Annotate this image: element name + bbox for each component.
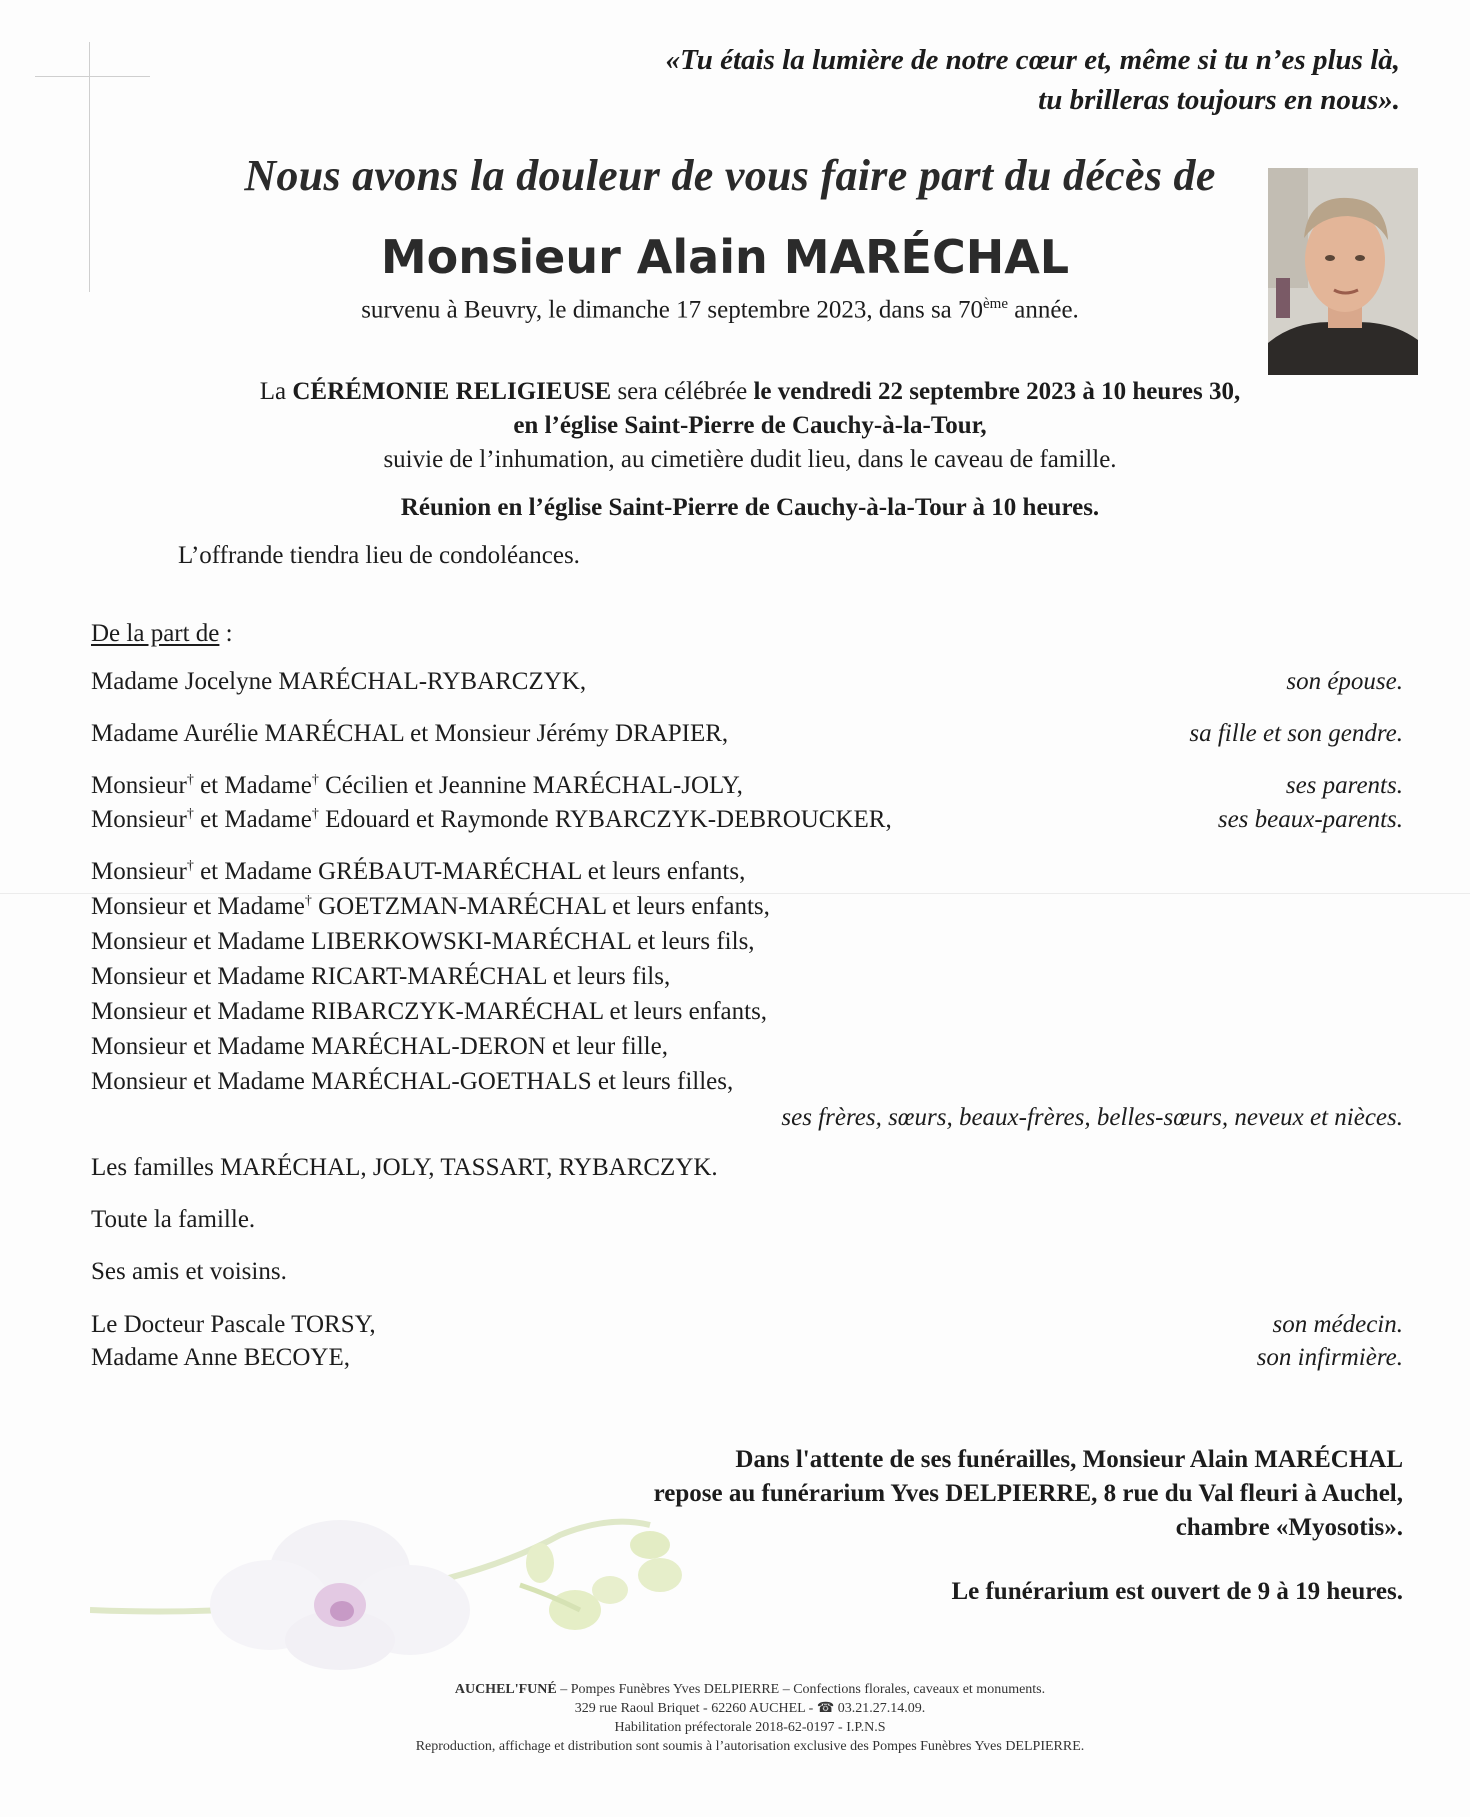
epigraph-quote (500, 40, 1400, 120)
footer-services: – Pompes Funèbres Yves DELPIERRE – Confections florales, caveaux et monuments. (556, 1682, 1046, 1697)
announcement-headline: Nous avons la douleur de vous faire part du décès de (244, 151, 1216, 200)
dagger-mark: † (304, 893, 312, 909)
ceremony-line-1 (100, 378, 1400, 406)
family-member (91, 772, 743, 800)
family-row (91, 720, 1403, 754)
dagger-mark: † (186, 858, 194, 874)
family-member: Madame Jocelyne MARÉCHAL-RYBARCZYK, (91, 668, 587, 695)
portrait-photo (1268, 168, 1418, 375)
family-row (91, 806, 1403, 840)
quote-line-1: «Tu étais la lumière de notre cœur et, même si tu n’es plus là, (665, 44, 1400, 76)
family-row (91, 668, 1403, 702)
member-names: Cécilien et Jeannine MARÉCHAL-JOLY, (318, 772, 743, 799)
death-notice (290, 296, 1150, 324)
member-title: Monsieur et Madame (91, 893, 305, 920)
dagger-mark: † (186, 772, 194, 788)
sibling-entry: Monsieur et Madame RIBARCZYK-MARÉCHAL et leurs enfants, (91, 998, 768, 1025)
sibling-entry: Monsieur et Madame RICART-MARÉCHAL et leurs fils, (91, 963, 671, 990)
ceremony-meeting: Réunion en l’église Saint-Pierre de Cauchy-à-la-Tour à 10 heures. (400, 494, 1100, 521)
sibling-entry (91, 893, 770, 921)
family-row (91, 1154, 1403, 1188)
portrait-illustration (1268, 168, 1418, 375)
family-relation: ses parents. (1285, 772, 1403, 799)
sibling-entry: Monsieur et Madame MARÉCHAL-DERON et leur fille, (91, 1033, 668, 1060)
family-member: Madame Aurélie MARÉCHAL et Monsieur Jérémy DRAPIER, (91, 720, 729, 747)
funeral-home-footer (250, 1680, 1250, 1756)
family-relation: ses beaux-parents. (1217, 806, 1403, 833)
family-relation: son épouse. (1286, 668, 1403, 695)
repose-info (503, 1443, 1403, 1545)
ceremony-date: le vendredi 22 septembre 2023 à 10 heures 30, (753, 378, 1241, 405)
nurse-name: Madame Anne BECOYE, (91, 1344, 350, 1371)
cross-vertical-line (89, 42, 90, 292)
cross-horizontal-line (35, 76, 150, 77)
ceremony-location: en l’église Saint-Pierre de Cauchy-à-la-Tour, (513, 412, 987, 439)
ordinal-suffix: ème (983, 296, 1008, 312)
brand-name: AUCHEL'FUNÉ (454, 1682, 557, 1697)
ceremony-text-b: sera célébrée (611, 378, 754, 405)
repose-line-3: chambre «Myosotis». (1175, 1514, 1403, 1541)
member-title: et Madame (193, 772, 312, 799)
death-notice-end: année. (1008, 296, 1079, 324)
sibling-entry: Monsieur et Madame MARÉCHAL-GOETHALS et leurs filles, (91, 1068, 734, 1095)
repose-line-2: repose au funérarium Yves DELPIERRE, 8 rue du Val fleuri à Auchel, (653, 1480, 1403, 1507)
nurse-relation: son infirmière. (1256, 1344, 1403, 1371)
sibling-row (91, 1068, 1403, 1102)
sibling-row (91, 998, 1403, 1032)
repose-line-1: Dans l'attente de ses funérailles, Monsieur Alain MARÉCHAL (735, 1446, 1403, 1473)
funeral-home-hours: Le funérarium est ouvert de 9 à 19 heures. (951, 1578, 1403, 1605)
from-label (91, 620, 233, 648)
doctor-relation: son médecin. (1272, 1311, 1403, 1338)
siblings-relation: ses frères, sœurs, beaux-frères, belles-sœurs, neveux et nièces. (781, 1104, 1403, 1131)
dagger-mark: † (311, 772, 319, 788)
family-row (91, 1206, 1403, 1240)
family-relation: sa fille et son gendre. (1189, 720, 1403, 747)
family-member (91, 806, 892, 834)
ceremony-type: CÉRÉMONIE RELIGIEUSE (292, 378, 612, 405)
ceremony-text-a: La (259, 378, 293, 405)
sibling-row (91, 963, 1403, 997)
family-row (91, 772, 1403, 806)
footer-line-1 (250, 1680, 1250, 1699)
from-label-colon: : (219, 620, 233, 647)
footer-license: Habilitation préfectorale 2018-62-0197 - I.P.N.S (614, 1720, 886, 1735)
friends-neighbors: Ses amis et voisins. (91, 1258, 287, 1285)
sibling-row (91, 928, 1403, 962)
ceremony-burial: suivie de l’inhumation, au cimetière dudit lieu, dans le caveau de famille. (383, 446, 1117, 473)
family-row (91, 1344, 1403, 1378)
doctor-name: Le Docteur Pascale TORSY, (91, 1311, 376, 1338)
quote-line-2: tu brilleras toujours en nous». (1038, 84, 1400, 116)
member-names: Edouard et Raymonde RYBARCZYK-DEBROUCKER, (318, 806, 892, 833)
family-row (91, 1311, 1403, 1345)
member-title: Monsieur (91, 858, 187, 885)
deceased-name: Monsieur Alain MARÉCHAL (380, 230, 1070, 284)
dagger-mark: † (186, 806, 194, 822)
footer-reproduction-notice: Reproduction, affichage et distribution sont soumis à l’autorisation exclusive des Pompes Funèbres Yves DELPIERRE. (415, 1739, 1085, 1754)
dagger-mark: † (311, 806, 319, 822)
sibling-row (91, 858, 1403, 892)
member-names: GOETZMAN-MARÉCHAL et leurs enfants, (311, 893, 770, 920)
sibling-entry (91, 858, 745, 886)
sibling-row (91, 893, 1403, 927)
member-title: et Madame (193, 806, 312, 833)
sibling-entry: Monsieur et Madame LIBERKOWSKI-MARÉCHAL et leurs fils, (91, 928, 755, 955)
death-notice-text: survenu à Beuvry, le dimanche 17 septembre 2023, dans sa 70 (361, 296, 984, 324)
member-title: Monsieur (91, 806, 187, 833)
footer-address: 329 rue Raoul Briquet - 62260 AUCHEL - ☎ 03.21.27.14.09. (574, 1701, 926, 1716)
from-label-text: De la part de (91, 620, 220, 647)
offering-note: L’offrande tiendra lieu de condoléances. (178, 542, 580, 569)
families-list: Les familles MARÉCHAL, JOLY, TASSART, RYBARCZYK. (91, 1154, 718, 1181)
family-row (91, 1258, 1403, 1292)
member-names: et Madame GRÉBAUT-MARÉCHAL et leurs enfants, (193, 858, 746, 885)
sibling-row (91, 1033, 1403, 1067)
member-title: Monsieur (91, 772, 187, 799)
whole-family: Toute la famille. (91, 1206, 256, 1233)
